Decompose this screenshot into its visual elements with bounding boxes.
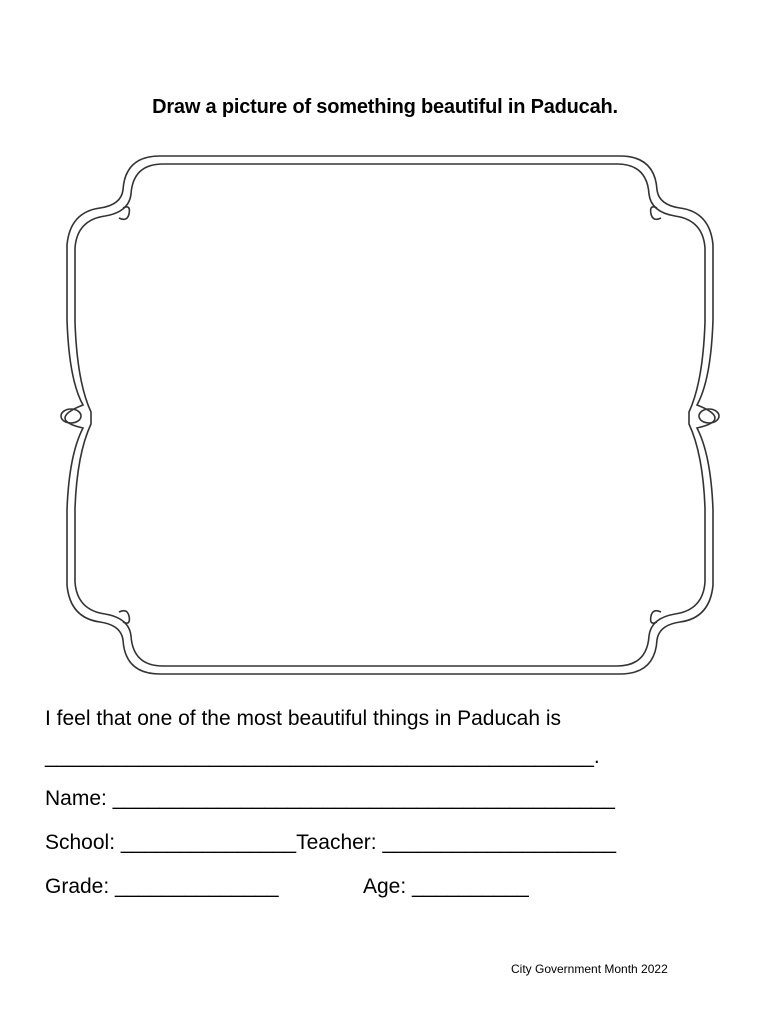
grade-label: Grade:	[45, 875, 116, 898]
age-blank: __________	[412, 875, 529, 898]
page-title: Draw a picture of something beautiful in Paducah.	[152, 96, 618, 118]
prompt-text: I feel that one of the most beautiful things in Paducah is	[45, 707, 561, 730]
age-label: Age:	[363, 875, 413, 898]
ornate-scroll-frame-icon	[55, 150, 725, 680]
school-label: School:	[45, 831, 121, 854]
grade-blank: ______________	[115, 875, 279, 898]
name-blank: ___________________________________________	[112, 787, 615, 810]
school-teacher-row	[45, 832, 616, 853]
answer-blank-line: _______________________________________________.	[45, 745, 600, 768]
footer-text: City Government Month 2022	[511, 962, 668, 976]
teacher-label: Teacher:	[296, 831, 383, 854]
grade-field-row	[45, 876, 279, 897]
name-label: Name:	[45, 787, 113, 810]
name-field-row	[45, 788, 615, 809]
teacher-blank: ____________________	[382, 831, 617, 854]
school-blank: _______________	[120, 831, 297, 854]
age-field-row	[363, 876, 529, 897]
